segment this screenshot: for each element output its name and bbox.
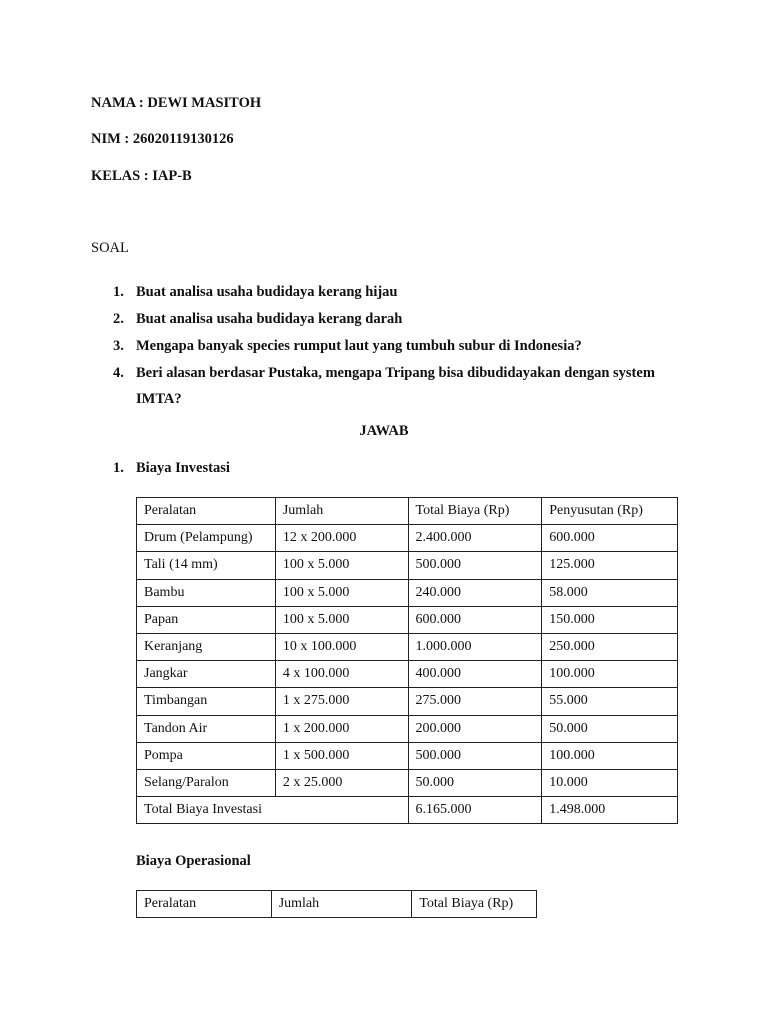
total-penyusutan-value: 1.498.000 xyxy=(542,797,678,824)
student-class: KELAS : IAP-B xyxy=(91,168,192,184)
investasi-table xyxy=(136,497,678,824)
table-row xyxy=(137,579,678,606)
table-cell: Bambu xyxy=(137,579,276,606)
table-cell: 2.400.000 xyxy=(408,525,542,552)
question-number: 3. xyxy=(113,338,124,354)
table-cell: Papan xyxy=(137,606,276,633)
total-biaya-value: 6.165.000 xyxy=(408,797,542,824)
table-cell: 500.000 xyxy=(408,552,542,579)
table-cell: 500.000 xyxy=(408,742,542,769)
table-row xyxy=(137,606,678,633)
table-header-row xyxy=(137,891,537,918)
header-cell: Total Biaya (Rp) xyxy=(408,498,542,525)
table-cell: Timbangan xyxy=(137,688,276,715)
total-label: Total Biaya Investasi xyxy=(137,797,409,824)
question-text: Buat analisa usaha budidaya kerang darah xyxy=(136,311,403,327)
table-row xyxy=(137,688,678,715)
table-cell: Selang/Paralon xyxy=(137,769,276,796)
question-number: 2. xyxy=(113,311,124,327)
student-name: NAMA : DEWI MASITOH xyxy=(91,95,262,111)
section-heading-investasi xyxy=(113,460,230,477)
table-cell: 58.000 xyxy=(542,579,678,606)
student-nim: NIM : 26020119130126 xyxy=(91,131,234,147)
table-cell: 1 x 500.000 xyxy=(275,742,408,769)
section-heading-operasional: Biaya Operasional xyxy=(136,853,251,869)
table-cell: 150.000 xyxy=(542,606,678,633)
table-cell: Drum (Pelampung) xyxy=(137,525,276,552)
jawab-heading: JAWAB xyxy=(359,423,409,439)
total-row xyxy=(137,797,678,824)
table-cell: 1 x 200.000 xyxy=(275,715,408,742)
section-number: 1. xyxy=(113,460,124,476)
table-cell: 10 x 100.000 xyxy=(275,633,408,660)
table-cell: 50.000 xyxy=(408,769,542,796)
table-cell: 200.000 xyxy=(408,715,542,742)
question-item xyxy=(91,360,691,412)
table-cell: Jangkar xyxy=(137,661,276,688)
question-text: Beri alasan berdasar Pustaka, mengapa Tripang bisa dibudidayakan dengan system IMTA? xyxy=(136,365,655,407)
table-row xyxy=(137,525,678,552)
header-cell: Penyusutan (Rp) xyxy=(542,498,678,525)
question-text: Mengapa banyak species rumput laut yang tumbuh subur di Indonesia? xyxy=(136,338,582,354)
header-cell: Jumlah xyxy=(275,498,408,525)
header-cell: Jumlah xyxy=(271,891,412,918)
table-cell: 100 x 5.000 xyxy=(275,579,408,606)
table-row xyxy=(137,552,678,579)
table-cell: Tandon Air xyxy=(137,715,276,742)
table-row xyxy=(137,633,678,660)
table-cell: 50.000 xyxy=(542,715,678,742)
operasional-table xyxy=(136,890,537,918)
table-cell: 100.000 xyxy=(542,742,678,769)
table-cell: 600.000 xyxy=(408,606,542,633)
question-item xyxy=(91,333,691,359)
table-header-row xyxy=(137,498,678,525)
question-list xyxy=(91,279,691,413)
table-cell: Tali (14 mm) xyxy=(137,552,276,579)
table-cell: 12 x 200.000 xyxy=(275,525,408,552)
table-cell: 250.000 xyxy=(542,633,678,660)
table-cell: 10.000 xyxy=(542,769,678,796)
table-cell: 4 x 100.000 xyxy=(275,661,408,688)
table-cell: 240.000 xyxy=(408,579,542,606)
table-row xyxy=(137,661,678,688)
question-number: 1. xyxy=(113,284,124,300)
table-cell: 275.000 xyxy=(408,688,542,715)
question-number: 4. xyxy=(113,365,124,381)
table-cell: 125.000 xyxy=(542,552,678,579)
soal-heading: SOAL xyxy=(91,240,129,256)
table-cell: 100 x 5.000 xyxy=(275,552,408,579)
table-cell: 100 x 5.000 xyxy=(275,606,408,633)
header-cell: Peralatan xyxy=(137,891,272,918)
table-row xyxy=(137,715,678,742)
table-cell: 1 x 275.000 xyxy=(275,688,408,715)
table-cell: 2 x 25.000 xyxy=(275,769,408,796)
table-cell: 100.000 xyxy=(542,661,678,688)
table-cell: 400.000 xyxy=(408,661,542,688)
table-row xyxy=(137,769,678,796)
table-row xyxy=(137,742,678,769)
table-cell: 55.000 xyxy=(542,688,678,715)
table-cell: Pompa xyxy=(137,742,276,769)
header-cell: Peralatan xyxy=(137,498,276,525)
question-item xyxy=(91,306,691,332)
question-text: Buat analisa usaha budidaya kerang hijau xyxy=(136,284,398,300)
table-cell: 1.000.000 xyxy=(408,633,542,660)
question-item xyxy=(91,279,691,305)
section-title: Biaya Investasi xyxy=(136,460,230,476)
table-cell: Keranjang xyxy=(137,633,276,660)
header-cell: Total Biaya (Rp) xyxy=(412,891,537,918)
table-cell: 600.000 xyxy=(542,525,678,552)
